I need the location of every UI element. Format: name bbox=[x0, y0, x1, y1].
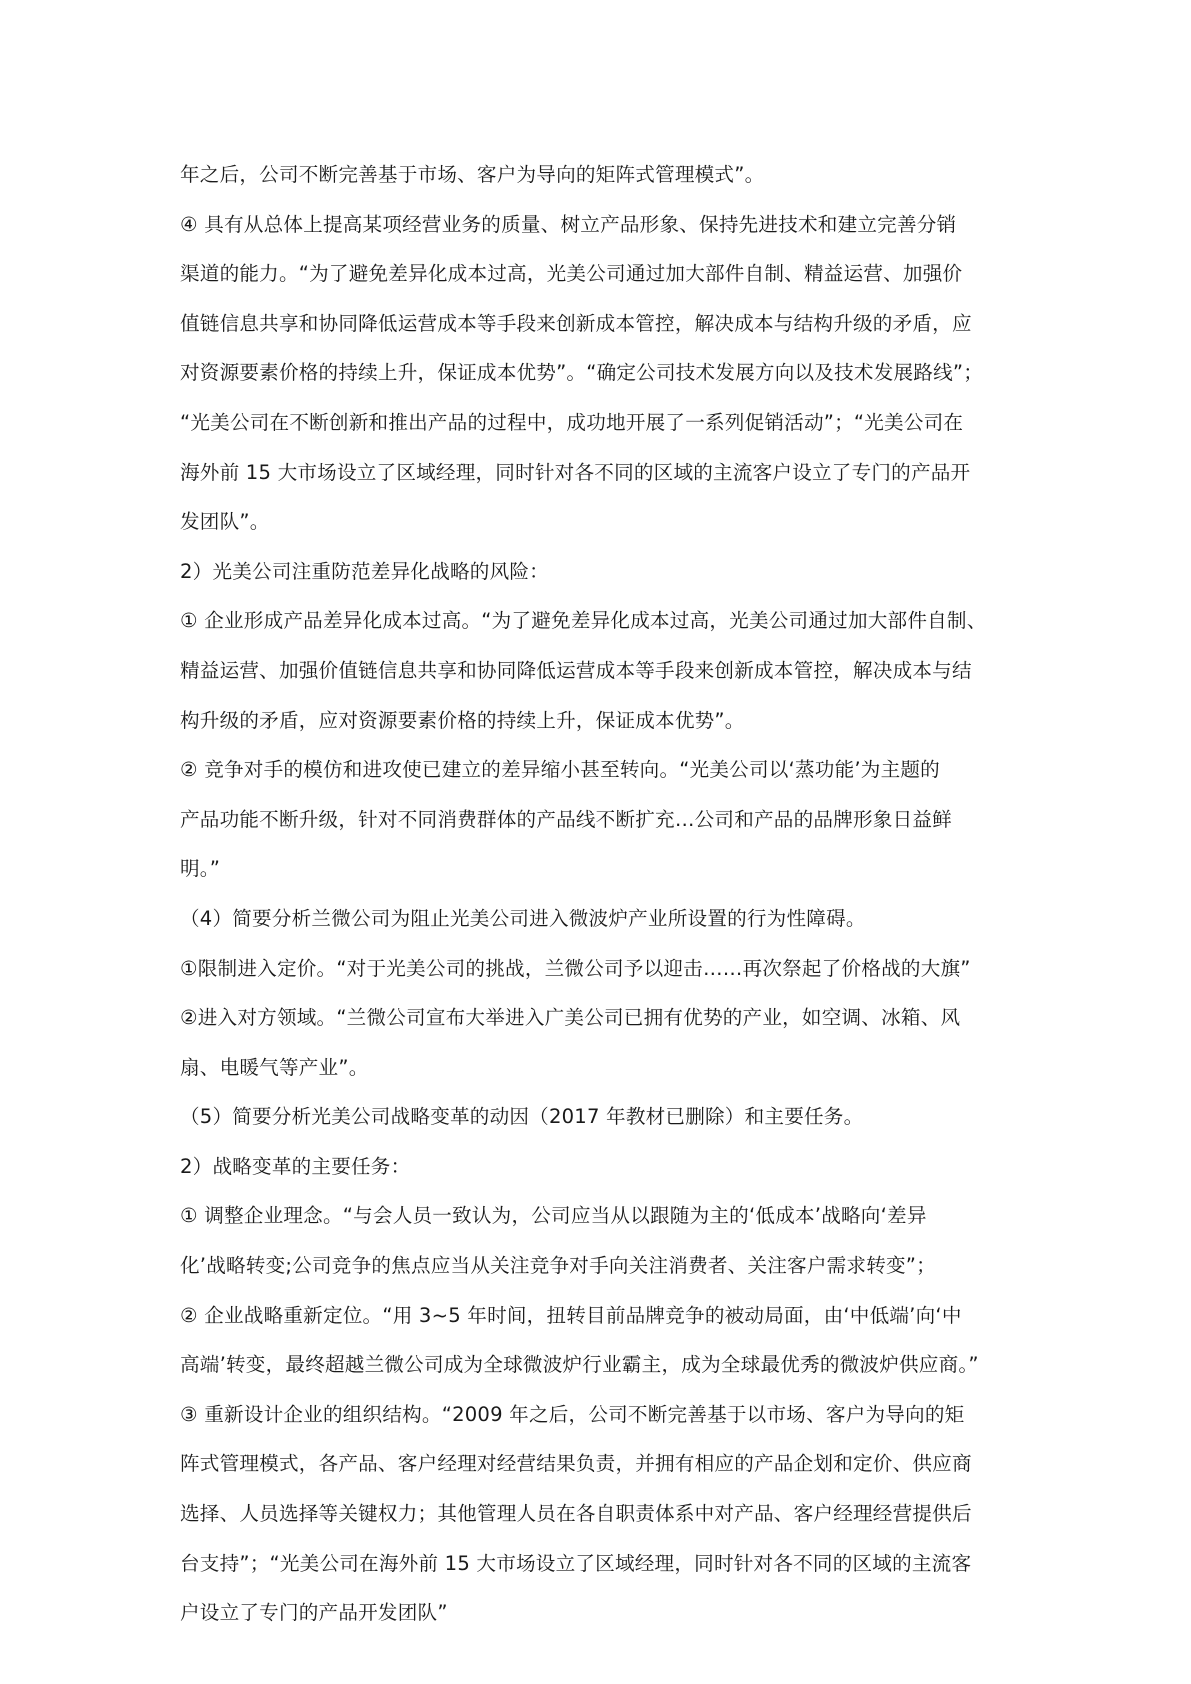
text-line: ① 调整企业理念。“与会人员一致认为，公司应当从以跟随为主的‘低成本’战略向‘差异 bbox=[180, 1204, 927, 1228]
text-line: 精益运营、加强价值链信息共享和协同降低运营成本等手段来创新成本管控，解决成本与结 bbox=[180, 658, 972, 682]
text-line: 海外前 15 大市场设立了区域经理，同时针对各不同的区域的主流客户设立了专门的产品开 bbox=[180, 460, 971, 484]
text-line: 2）光美公司注重防范差异化战略的风险： bbox=[180, 559, 549, 583]
text-line: ②进入对方领域。“兰微公司宣布大举进入广美公司已拥有优势的产业，如空调、冰箱、风 bbox=[180, 1006, 961, 1030]
text-line: 户设立了专门的产品开发团队” bbox=[180, 1601, 448, 1625]
text-line: ② 企业战略重新定位。“用 3~5 年时间，扭转目前品牌竞争的被动局面，由‘中低端’向‘中 bbox=[180, 1303, 962, 1327]
text-line: “光美公司在不断创新和推出产品的过程中，成功地开展了一系列促销活动”；“光美公司在 bbox=[180, 410, 964, 434]
text-line: 明。” bbox=[180, 857, 221, 881]
text-line: （5）简要分析光美公司战略变革的动因（2017 年教材已删除）和主要任务。 bbox=[180, 1105, 864, 1129]
text-line: 值链信息共享和协同降低运营成本等手段来创新成本管控，解决成本与结构升级的矛盾，应 bbox=[180, 311, 972, 335]
text-line: ①限制进入定价。“对于光美公司的挑战，兰微公司予以迎击……再次祭起了价格战的大旗” bbox=[180, 956, 971, 980]
text-line: 高端’转变，最终超越兰微公司成为全球微波炉行业霸主，成为全球最优秀的微波炉供应商。” bbox=[180, 1353, 979, 1377]
text-line: 渠道的能力。“为了避免差异化成本过高，光美公司通过加大部件自制、精益运营、加强价 bbox=[180, 262, 963, 286]
text-line: 年之后，公司不断完善基于市场、客户为导向的矩阵式管理模式”。 bbox=[180, 163, 765, 186]
text-line: 发团队”。 bbox=[180, 510, 270, 534]
text-line: 扇、电暖气等产业”。 bbox=[180, 1055, 369, 1079]
text-line: 对资源要素价格的持续上升，保证成本优势”。“确定公司技术发展方向以及技术发展路线”； bbox=[180, 361, 984, 385]
text-line: ② 竞争对手的模仿和进攻使已建立的差异缩小甚至转向。“光美公司以‘蒸功能’为主题的 bbox=[180, 758, 940, 782]
text-line: 阵式管理模式，各产品、客户经理对经营结果负责，并拥有相应的产品企划和定价、供应商 bbox=[180, 1452, 972, 1476]
text-line: 2）战略变革的主要任务： bbox=[180, 1154, 411, 1178]
text-line: 台支持”；“光美公司在海外前 15 大市场设立了区域经理，同时针对各不同的区域的主流客 bbox=[180, 1551, 972, 1575]
text-line: ④ 具有从总体上提高某项经营业务的质量、树立产品形象、保持先进技术和建立完善分销 bbox=[180, 212, 957, 236]
document-body bbox=[180, 150, 1010, 1638]
text-line: 选择、人员选择等关键权力；其他管理人员在各自职责体系中对产品、客户经理经营提供后 bbox=[180, 1502, 972, 1526]
text-line: ① 企业形成产品差异化成本过高。“为了避免差异化成本过高，光美公司通过加大部件自制、 bbox=[180, 609, 987, 633]
text-line: 化’战略转变;公司竞争的焦点应当从关注竞争对手向关注消费者、关注客户需求转变”； bbox=[180, 1254, 936, 1278]
text-line: 产品功能不断升级，针对不同消费群体的产品线不断扩充…公司和产品的品牌形象日益鲜 bbox=[180, 807, 952, 831]
text-line: ③ 重新设计企业的组织结构。“2009 年之后，公司不断完善基于以市场、客户为导向的矩 bbox=[180, 1402, 965, 1426]
text-line: （4）简要分析兰微公司为阻止光美公司进入微波炉产业所设置的行为性障碍。 bbox=[180, 906, 866, 930]
text-line: 构升级的矛盾，应对资源要素价格的持续上升，保证成本优势”。 bbox=[180, 708, 745, 732]
